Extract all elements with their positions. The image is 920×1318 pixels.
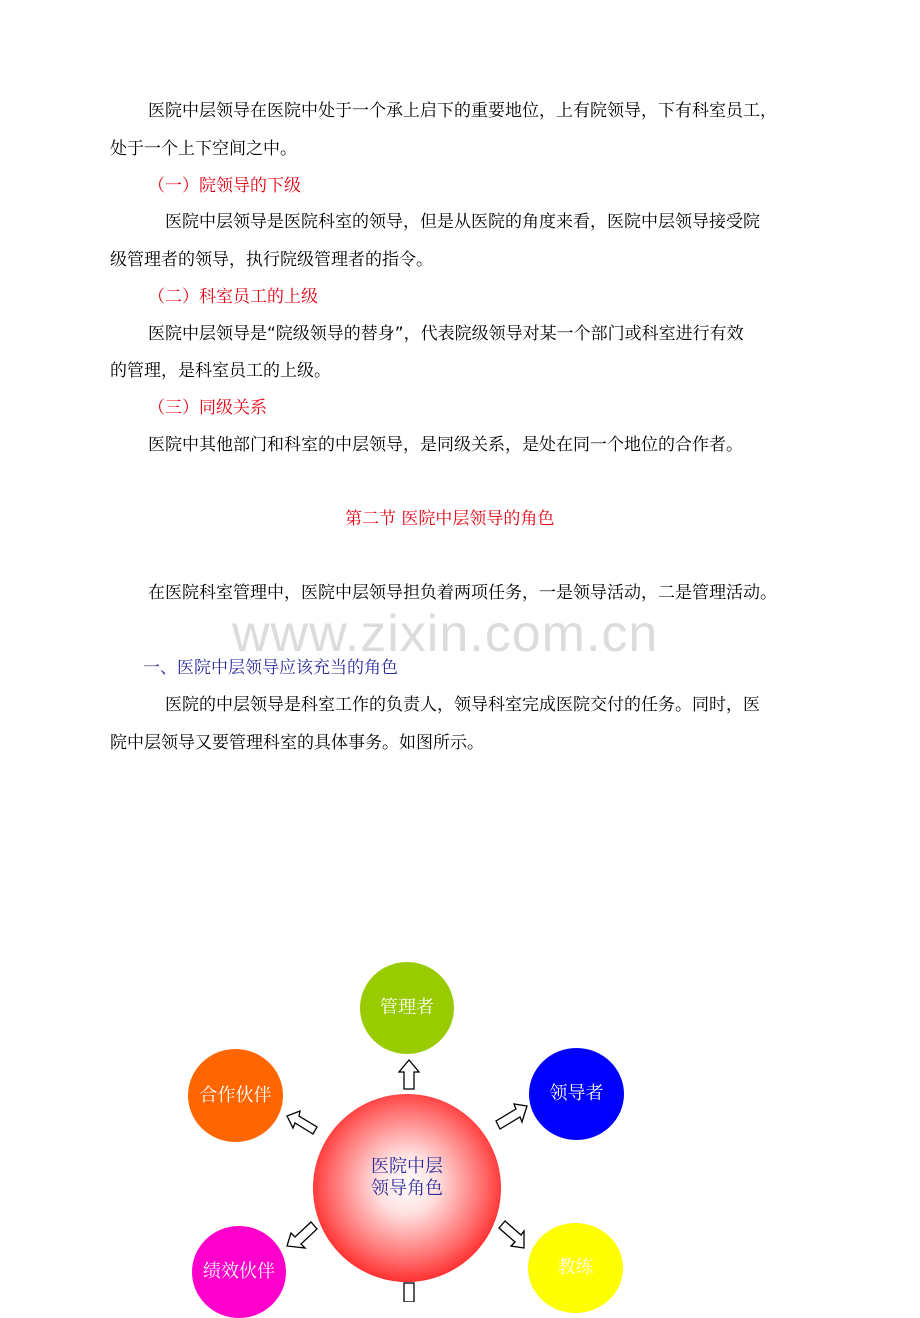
- roles-line-2: 院中层领导又要管理科室的具体事务。如图所示。: [110, 733, 484, 753]
- heading-superior: （二）科室员工的上级: [148, 287, 318, 307]
- role-leader-label: 领导者: [549, 1083, 604, 1104]
- section-title: 第二节 医院中层领导的角色: [345, 509, 555, 529]
- role-partner-label: 合作伙伴: [199, 1084, 272, 1106]
- arrow-up-left-icon: [287, 1111, 317, 1134]
- role-manager-label: 管理者: [380, 997, 434, 1018]
- role-leader: [529, 1048, 624, 1140]
- intro-line-2: 处于一个上下空间之中。: [110, 139, 297, 159]
- roles-line-1: 医院的中层领导是科室工作的负责人，领导科室完成医院交付的任务。同时，医: [165, 695, 760, 715]
- role-manager: [360, 962, 454, 1054]
- arrow-down-right-icon: [499, 1221, 524, 1248]
- heading-peer: （三）同级关系: [148, 398, 267, 418]
- superior-line-1: 医院中层领导是“院级领导的替身”，代表院级领导对某一个部门或科室进行有效: [148, 324, 744, 344]
- arrow-up-right-icon: [496, 1104, 527, 1129]
- role-partner: [188, 1049, 283, 1142]
- center-role-line-1: 医院中层: [371, 1156, 443, 1177]
- subordinate-line-2: 级管理者的领导，执行院级管理者的指令。: [110, 250, 433, 270]
- intro-line-1: 医院中层领导在医院中处于一个承上启下的重要地位，上有院领导，下有科室员工，: [148, 101, 777, 121]
- roles-subheading: 一、医院中层领导应该充当的角色: [143, 658, 398, 678]
- subordinate-line-1: 医院中层领导是医院科室的领导，但是从医院的角度来看，医院中层领导接受院: [165, 212, 760, 232]
- center-role-line-2: 领导角色: [371, 1178, 443, 1199]
- arrow-up-icon: [399, 1060, 419, 1089]
- role-performance-partner: [192, 1226, 286, 1318]
- role-performance-partner-label: 绩效伙伴: [203, 1261, 275, 1282]
- center-role: [313, 1094, 501, 1282]
- heading-subordinate: （一）院领导的下级: [148, 176, 301, 196]
- watermark: www.zixin.com.cn: [232, 605, 659, 663]
- arrow-down-icon: [404, 1283, 414, 1302]
- peer-line-1: 医院中其他部门和科室的中层领导，是同级关系，是处在同一个地位的合作者。: [148, 435, 743, 455]
- superior-line-2: 的管理，是科室员工的上级。: [110, 361, 331, 381]
- role-coach: [528, 1223, 623, 1313]
- arrow-down-left-icon: [287, 1222, 317, 1248]
- role-coach-label: 教练: [557, 1257, 594, 1278]
- task-paragraph: 在医院科室管理中，医院中层领导担负着两项任务，一是领导活动，二是管理活动。: [148, 583, 777, 603]
